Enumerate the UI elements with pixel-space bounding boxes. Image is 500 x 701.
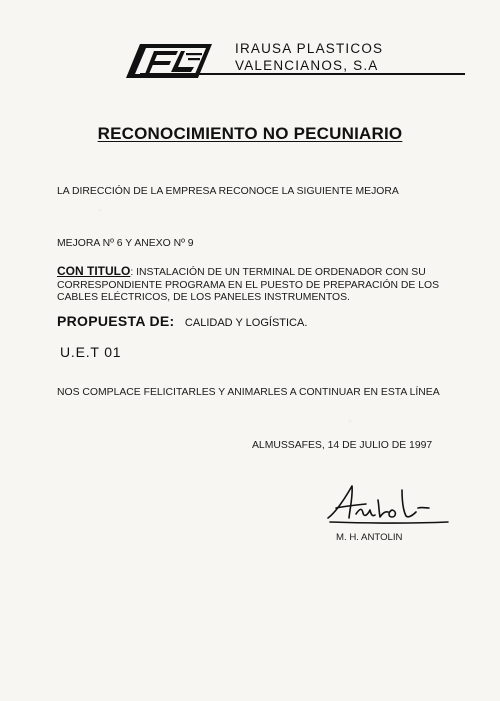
con-titulo-paragraph <box>57 265 457 305</box>
congratulations-text: NOS COMPLACE FELICITARLES Y ANIMARLES A CONTINUAR EN ESTA LÍNEA <box>57 387 440 398</box>
signer-name: M. H. ANTOLIN <box>336 532 403 543</box>
letterhead-rule <box>140 73 465 75</box>
intro-text: LA DIRECCIÓN DE LA EMPRESA RECONOCE LA SIGUIENTE MEJORA <box>57 186 399 197</box>
propuesta-label: PROPUESTA DE: <box>57 313 175 329</box>
company-name-line1: IRAUSA PLASTICOS <box>235 41 384 56</box>
propuesta-line <box>57 313 307 331</box>
company-name <box>235 40 383 74</box>
con-titulo-text: : INSTALACIÓN DE UN TERMINAL DE ORDENADOR CON SU CORRESPONDIENTE PROGRAMA EN EL PUESTO DE PREPARACIÓN DE LOS CABLES ELÉCTRICOS, DE LOS PANELES INSTRUMENTOS. <box>57 267 440 303</box>
handwritten-signature <box>322 478 452 530</box>
company-name-line2: VALENCIANOS, S.A <box>235 58 379 73</box>
con-titulo-label: CON TITULO <box>57 264 131 278</box>
place-date: ALMUSSAFES, 14 DE JULIO DE 1997 <box>252 440 433 451</box>
propuesta-value: CALIDAD Y LOGÍSTICA. <box>184 317 308 329</box>
uet-code: U.E.T 01 <box>60 344 122 360</box>
mejora-number: MEJORA Nº 6 Y ANEXO Nº 9 <box>57 238 194 249</box>
document-title: RECONOCIMIENTO NO PECUNIARIO <box>97 124 403 143</box>
